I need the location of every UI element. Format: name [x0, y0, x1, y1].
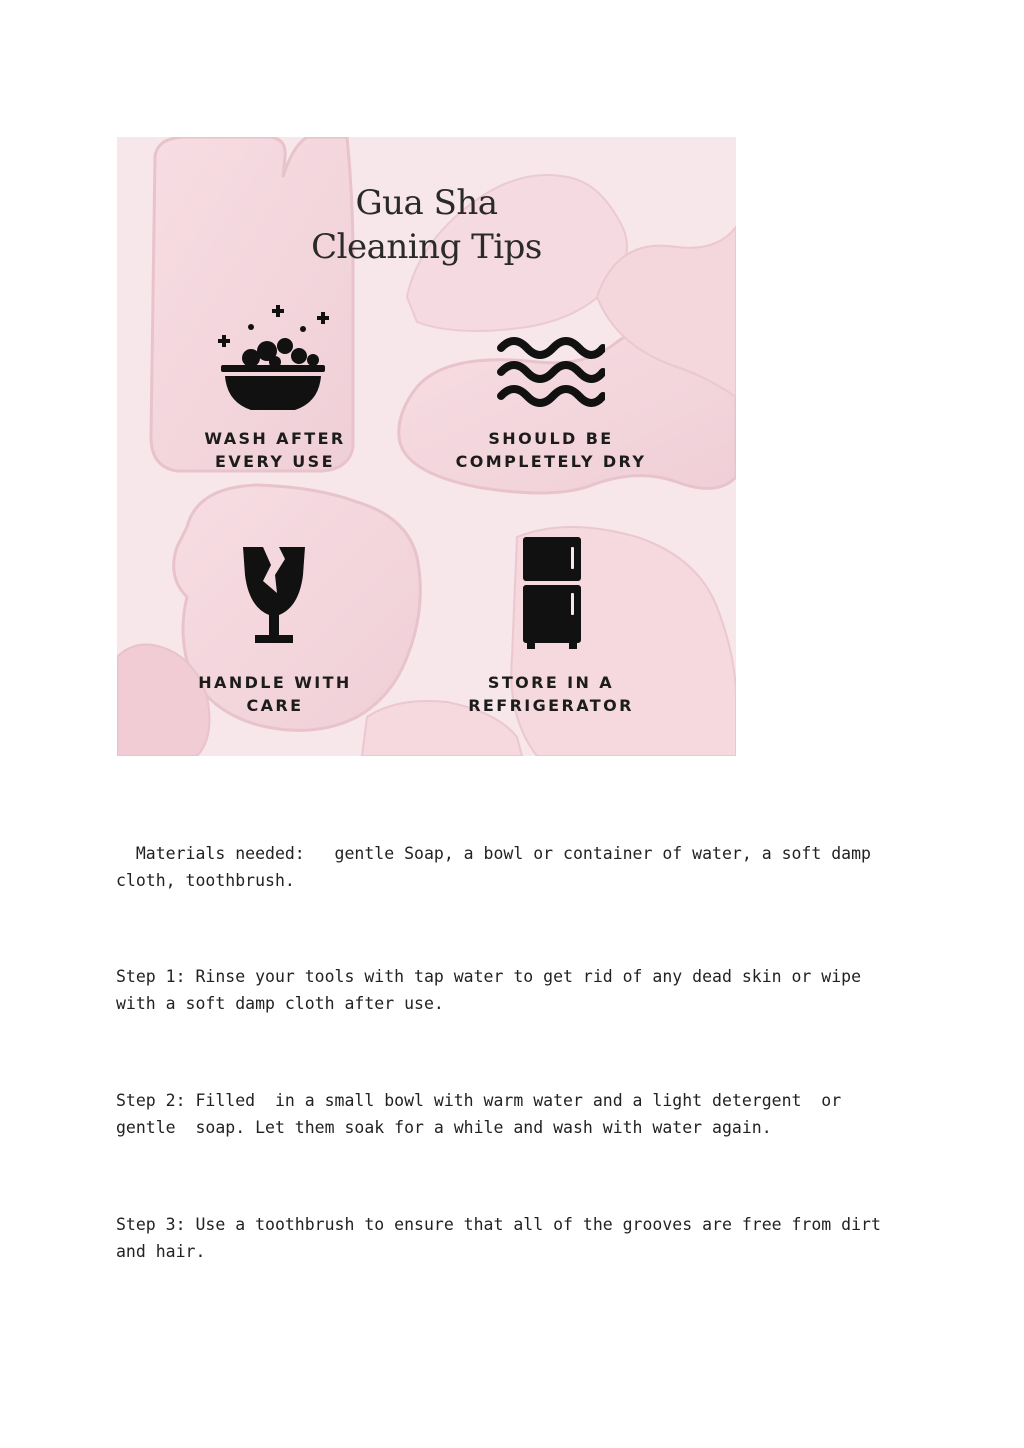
- step-3-line-1: Step 3: Use a toothbrush to ensure that all of the grooves are free from dirt: [116, 1215, 881, 1234]
- tip-wash-label: [155, 427, 395, 473]
- step-2-line-1: Step 2: Filled in a small bowl with warm water and a light detergent or: [116, 1091, 842, 1110]
- step-2-line-2: gentle soap. Let them soak for a while and wash with water again.: [116, 1118, 772, 1137]
- gua-sha-infographic: [117, 137, 736, 756]
- materials-line-1: Materials needed: gentle Soap, a bowl or container of water, a soft damp: [116, 844, 871, 863]
- tip-dry-label: [431, 427, 671, 473]
- infographic-title-line-1: Gua Sha: [355, 183, 498, 223]
- tip-store-label: [431, 671, 671, 717]
- fragile-glass-icon: [241, 545, 307, 649]
- step-3-line-2: and hair.: [116, 1242, 206, 1261]
- step-3-paragraph: [116, 1211, 881, 1265]
- tip-handle-label: [155, 671, 395, 717]
- step-1-line-1: Step 1: Rinse your tools with tap water to get rid of any dead skin or wipe: [116, 967, 862, 986]
- soap-bowl-icon: [215, 302, 335, 417]
- tip-handle-line-1: HANDLE WITH: [198, 673, 352, 692]
- tip-dry-line-2: COMPLETELY DRY: [455, 452, 647, 471]
- tip-handle-line-2: CARE: [246, 696, 304, 715]
- tip-dry-line-1: SHOULD BE: [488, 429, 614, 448]
- refrigerator-icon: [521, 535, 583, 651]
- materials-line-2: cloth, toothbrush.: [116, 871, 295, 890]
- tip-wash-line-2: EVERY USE: [215, 452, 335, 471]
- step-2-paragraph: [116, 1087, 876, 1141]
- step-1-line-2: with a soft damp cloth after use.: [116, 994, 444, 1013]
- tip-store-line-1: STORE IN A: [487, 673, 615, 692]
- step-1-paragraph: [116, 963, 876, 1017]
- materials-paragraph: [116, 840, 876, 894]
- wavy-lines-icon: [497, 334, 605, 410]
- tip-wash-line-1: WASH AFTER: [204, 429, 346, 448]
- infographic-title-line-2: Cleaning Tips: [311, 227, 542, 267]
- tip-store-line-2: REFRIGERATOR: [468, 696, 634, 715]
